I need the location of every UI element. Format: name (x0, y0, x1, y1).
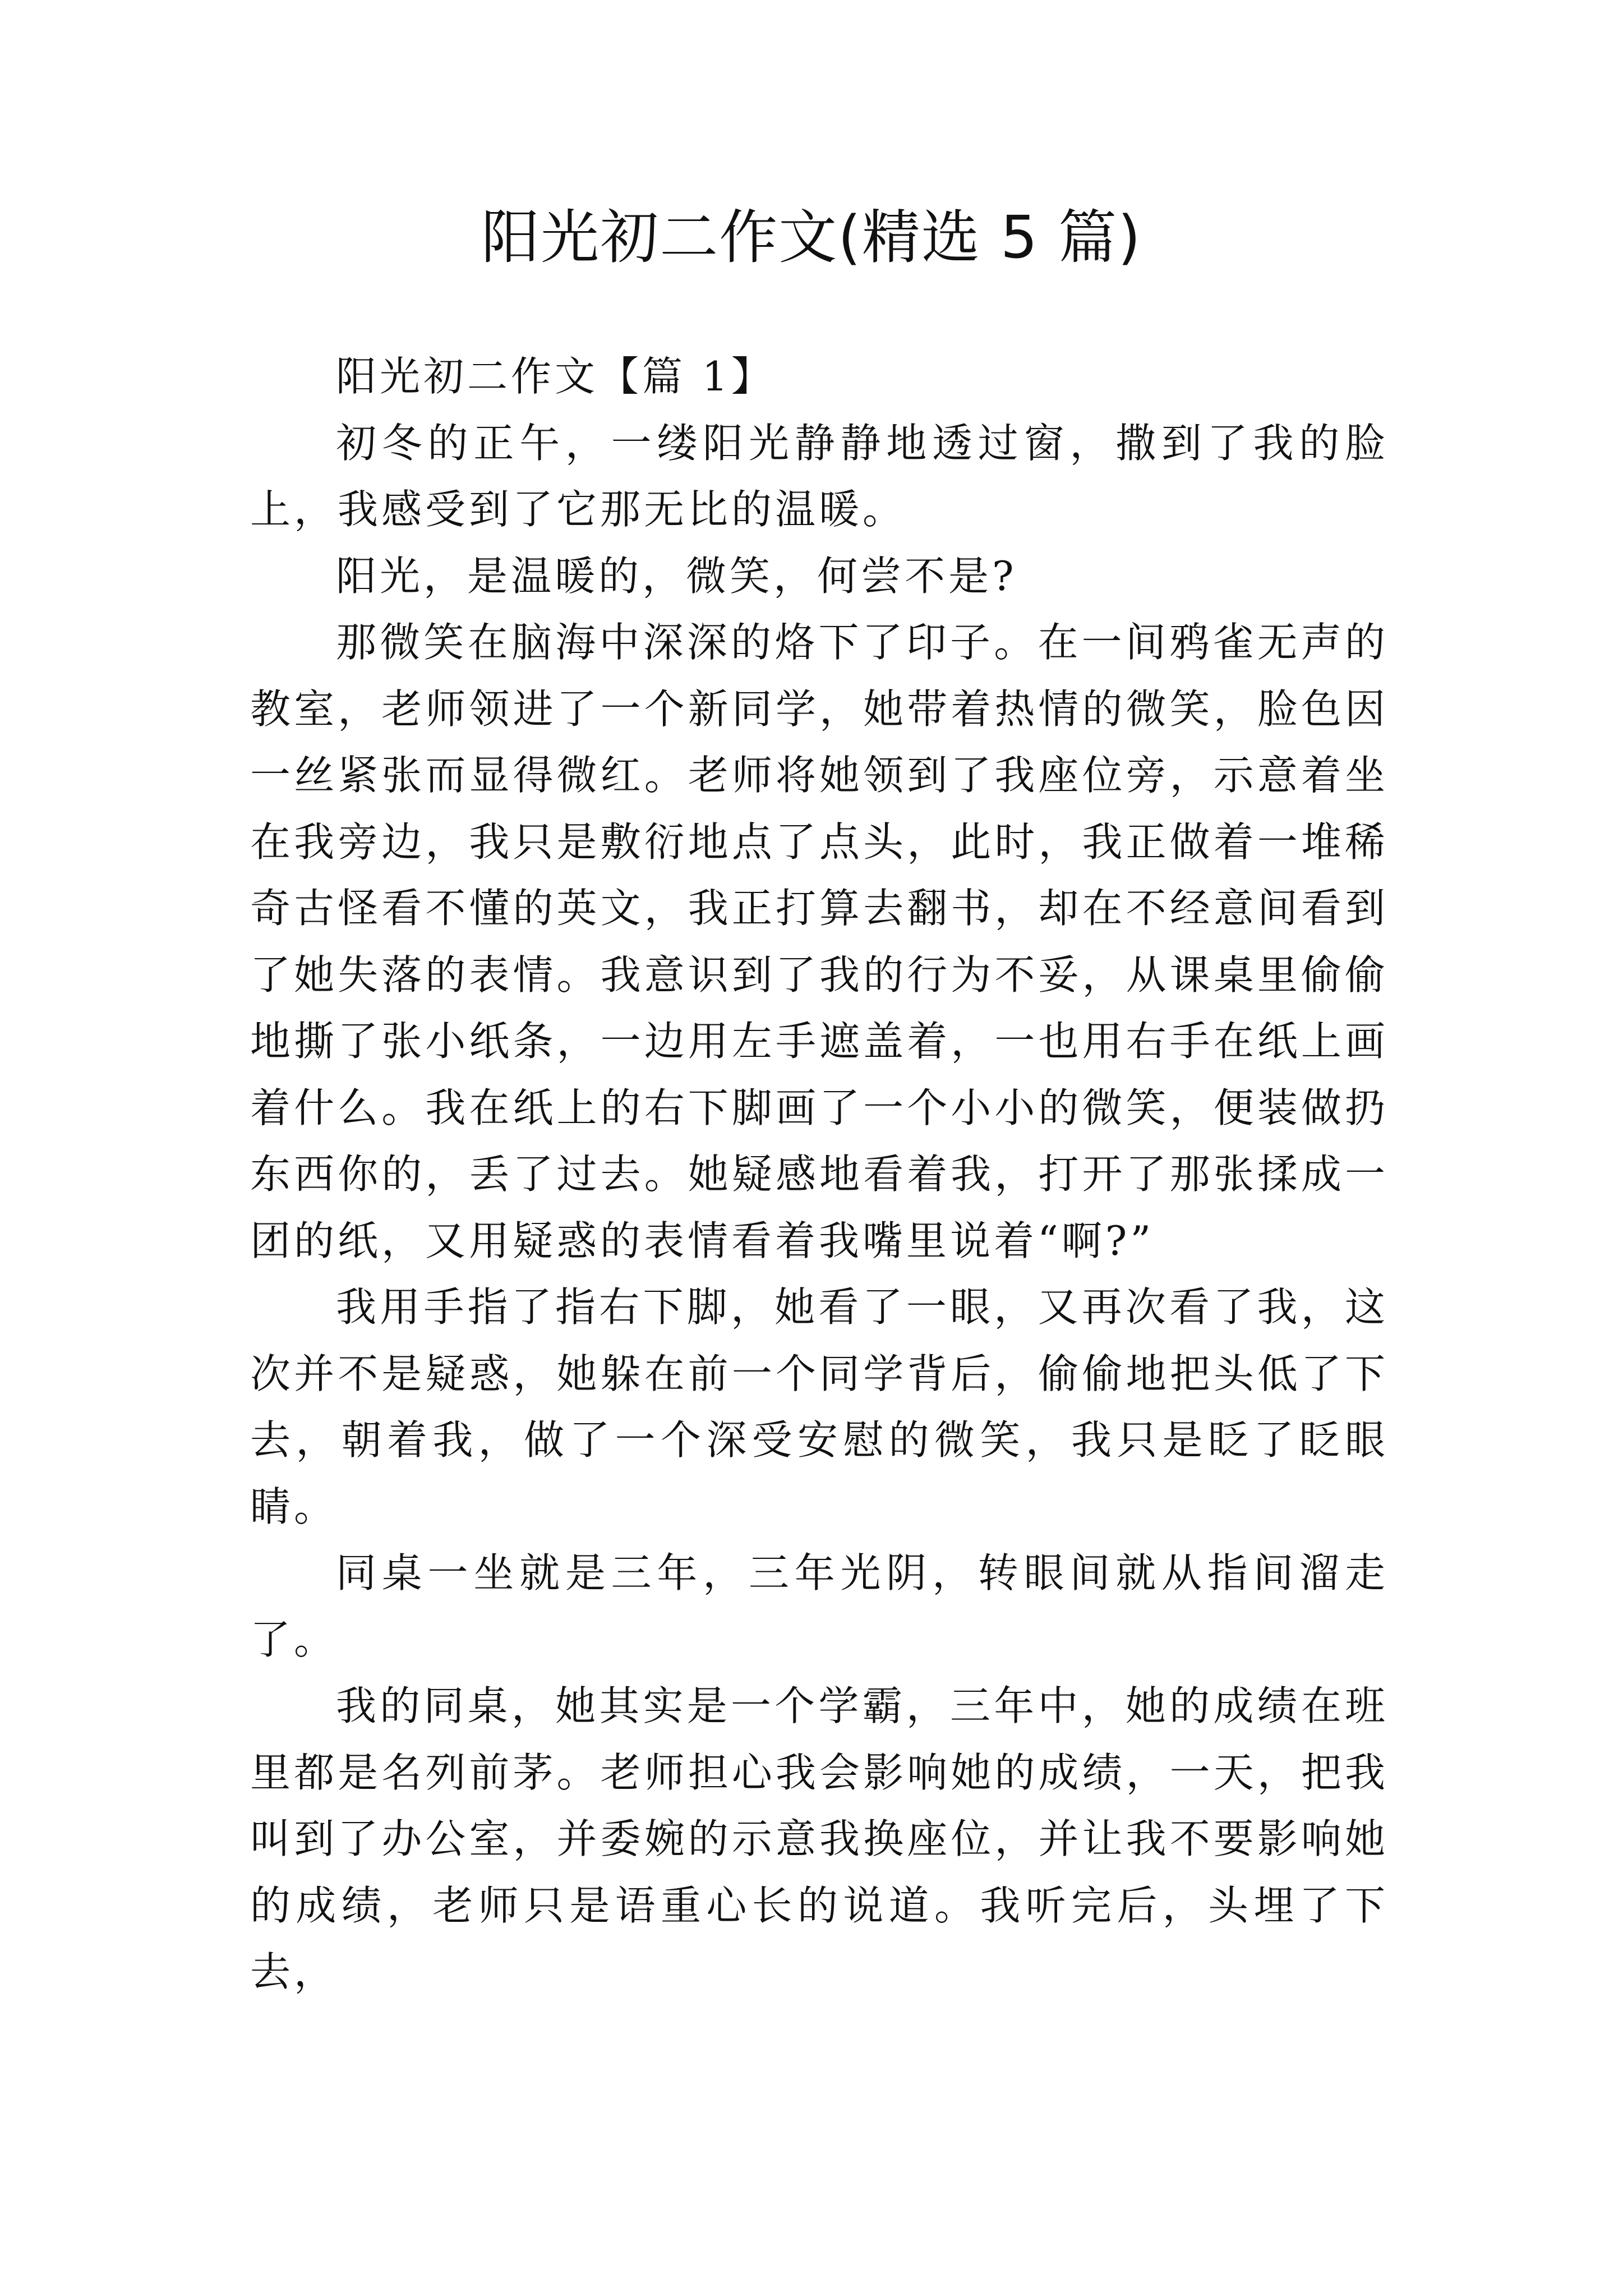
document-title: 阳光初二作文(精选 5 篇) (481, 203, 1142, 272)
paragraph: 我的同桌，她其实是一个学霸，三年中，她的成绩在班里都是名列前茅。老师担心我会影响她的成绩，一天，把我叫到了办公室，并委婉的示意我换座位，并让我不要影响她的成绩，老师只是语重心长的说道。我听完后，头埋了下去， (250, 1682, 1389, 1995)
section-heading: 阳光初二作文【篇 1】 (336, 353, 775, 400)
paragraph: 初冬的正午，一缕阳光静静地透过窗，撒到了我的脸上，我感受到了它那无比的温暖。 (250, 419, 1389, 533)
document-body (250, 343, 1389, 2005)
paragraph: 那微笑在脑海中深深的烙下了印子。在一间鸦雀无声的教室，老师领进了一个新同学，她带着热情的微笑，脸色因一丝紧张而显得微红。老师将她领到了我座位旁，示意着坐在我旁边，我只是敷衍地点了点头，此时，我正做着一堆稀奇古怪看不懂的英文，我正打算去翻书，却在不经意间看到了她失落的表情。我意识到了我的行为不妥，从课桌里偷偷地撕了张小纸条，一边用左手遮盖着，一也用右手在纸上画着什么。我在纸上的右下脚画了一个小小的微笑，便装做扔东西你的，丢了过去。她疑感地看着我，打开了那张揉成一团的纸，又用疑惑的表情看着我嘴里说着“啊?” (250, 619, 1389, 1264)
paragraph: 我用手指了指右下脚，她看了一眼，又再次看了我，这次并不是疑惑，她躲在前一个同学背后，偷偷地把头低了下去，朝着我，做了一个深受安慰的微笑，我只是眨了眨眼睛。 (250, 1283, 1389, 1530)
paragraph: 阳光，是温暖的，微笑，何尝不是? (336, 552, 1017, 600)
paragraph: 同桌一坐就是三年，三年光阴，转眼间就从指间溜走了。 (250, 1549, 1389, 1663)
